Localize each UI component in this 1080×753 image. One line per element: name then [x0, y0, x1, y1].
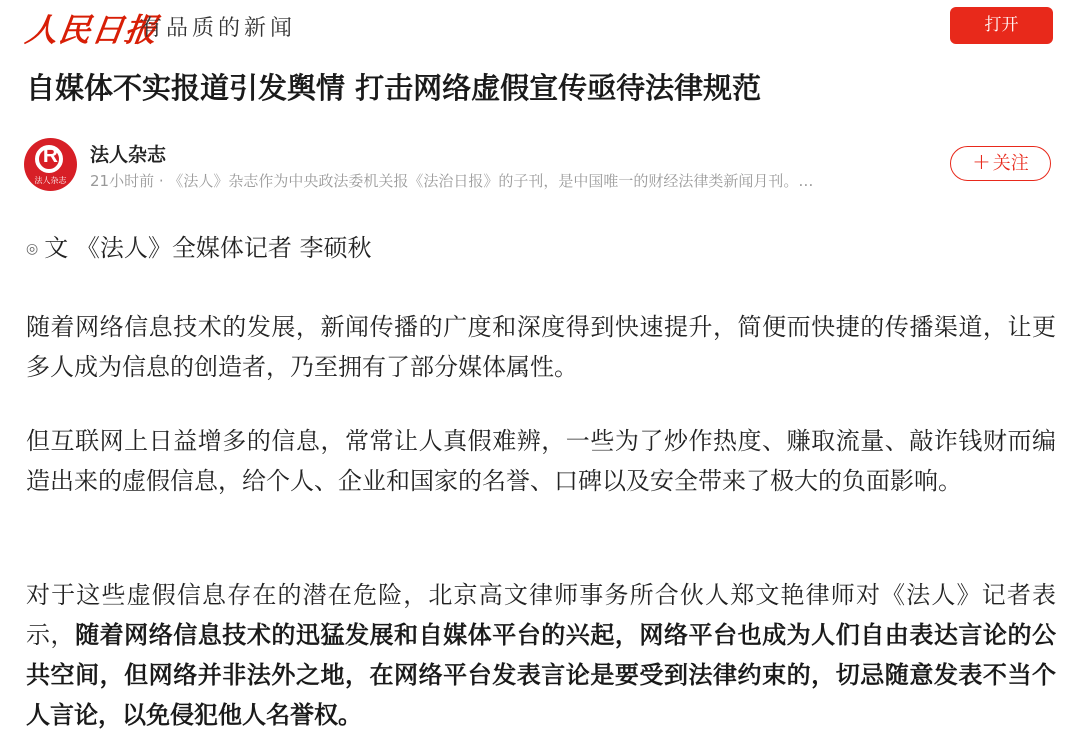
paragraph-2: 但互联网上日益增多的信息，常常让人真假难辨，一些为了炒作热度、赚取流量、敲诈钱财而编造出来的虚假信息，给个人、企业和国家的名誉、口碑以及安全带来了极大的负面影响。: [26, 427, 1056, 495]
author-row: [0, 134, 1080, 198]
plus-icon: +: [972, 150, 991, 175]
author-name[interactable]: 法人杂志: [90, 144, 167, 166]
article-title: 自媒体不实报道引发舆情 打击网络虚假宣传亟待法律规范: [26, 71, 762, 105]
article-body: [26, 224, 1057, 729]
paragraph-3: [26, 575, 1056, 735]
byline: [26, 224, 1056, 273]
avatar-caption: 法人杂志: [34, 176, 67, 185]
avatar[interactable]: [24, 138, 77, 191]
byline-mark-icon: ◎: [26, 241, 39, 257]
paragraph-1: 随着网络信息技术的发展，新闻传播的广度和深度得到快速提升，简便而快捷的传播渠道，让更多人成为信息的创造者，乃至拥有了部分媒体属性。: [26, 313, 1056, 381]
brand-slogan: 有品质的新闻: [140, 16, 297, 41]
paragraph-3-text: 对于这些虚假信息存在的潜在危险，北京高文律师事务所合伙人郑文艳律师对《法人》记者表示，: [26, 581, 1056, 649]
byline-text: 文 《法人》全媒体记者 李硕秋: [44, 234, 372, 262]
follow-label: 关注: [992, 153, 1029, 174]
top-bar: [0, 0, 1080, 54]
open-app-button[interactable]: 打开: [950, 7, 1053, 44]
paragraph-3-bold-text: 随着网络信息技术的迅猛发展和自媒体平台的兴起，网络平台也成为人们自由表达言论的公共空间，但网络并非法外之地，在网络平台发表言论是要受到法律约束的，切忌随意发表不当个人言论，以免侵犯他人名誉权。: [26, 621, 1057, 729]
author-meta: 21小时前 · 《法人》杂志作为中央政法委机关报《法治日报》的子刊，是中国唯一的财经法律类新闻月刊。…: [90, 172, 814, 190]
avatar-letter: R: [42, 144, 59, 167]
follow-button[interactable]: [950, 146, 1051, 181]
brand-logo[interactable]: 人民日报: [23, 11, 161, 49]
